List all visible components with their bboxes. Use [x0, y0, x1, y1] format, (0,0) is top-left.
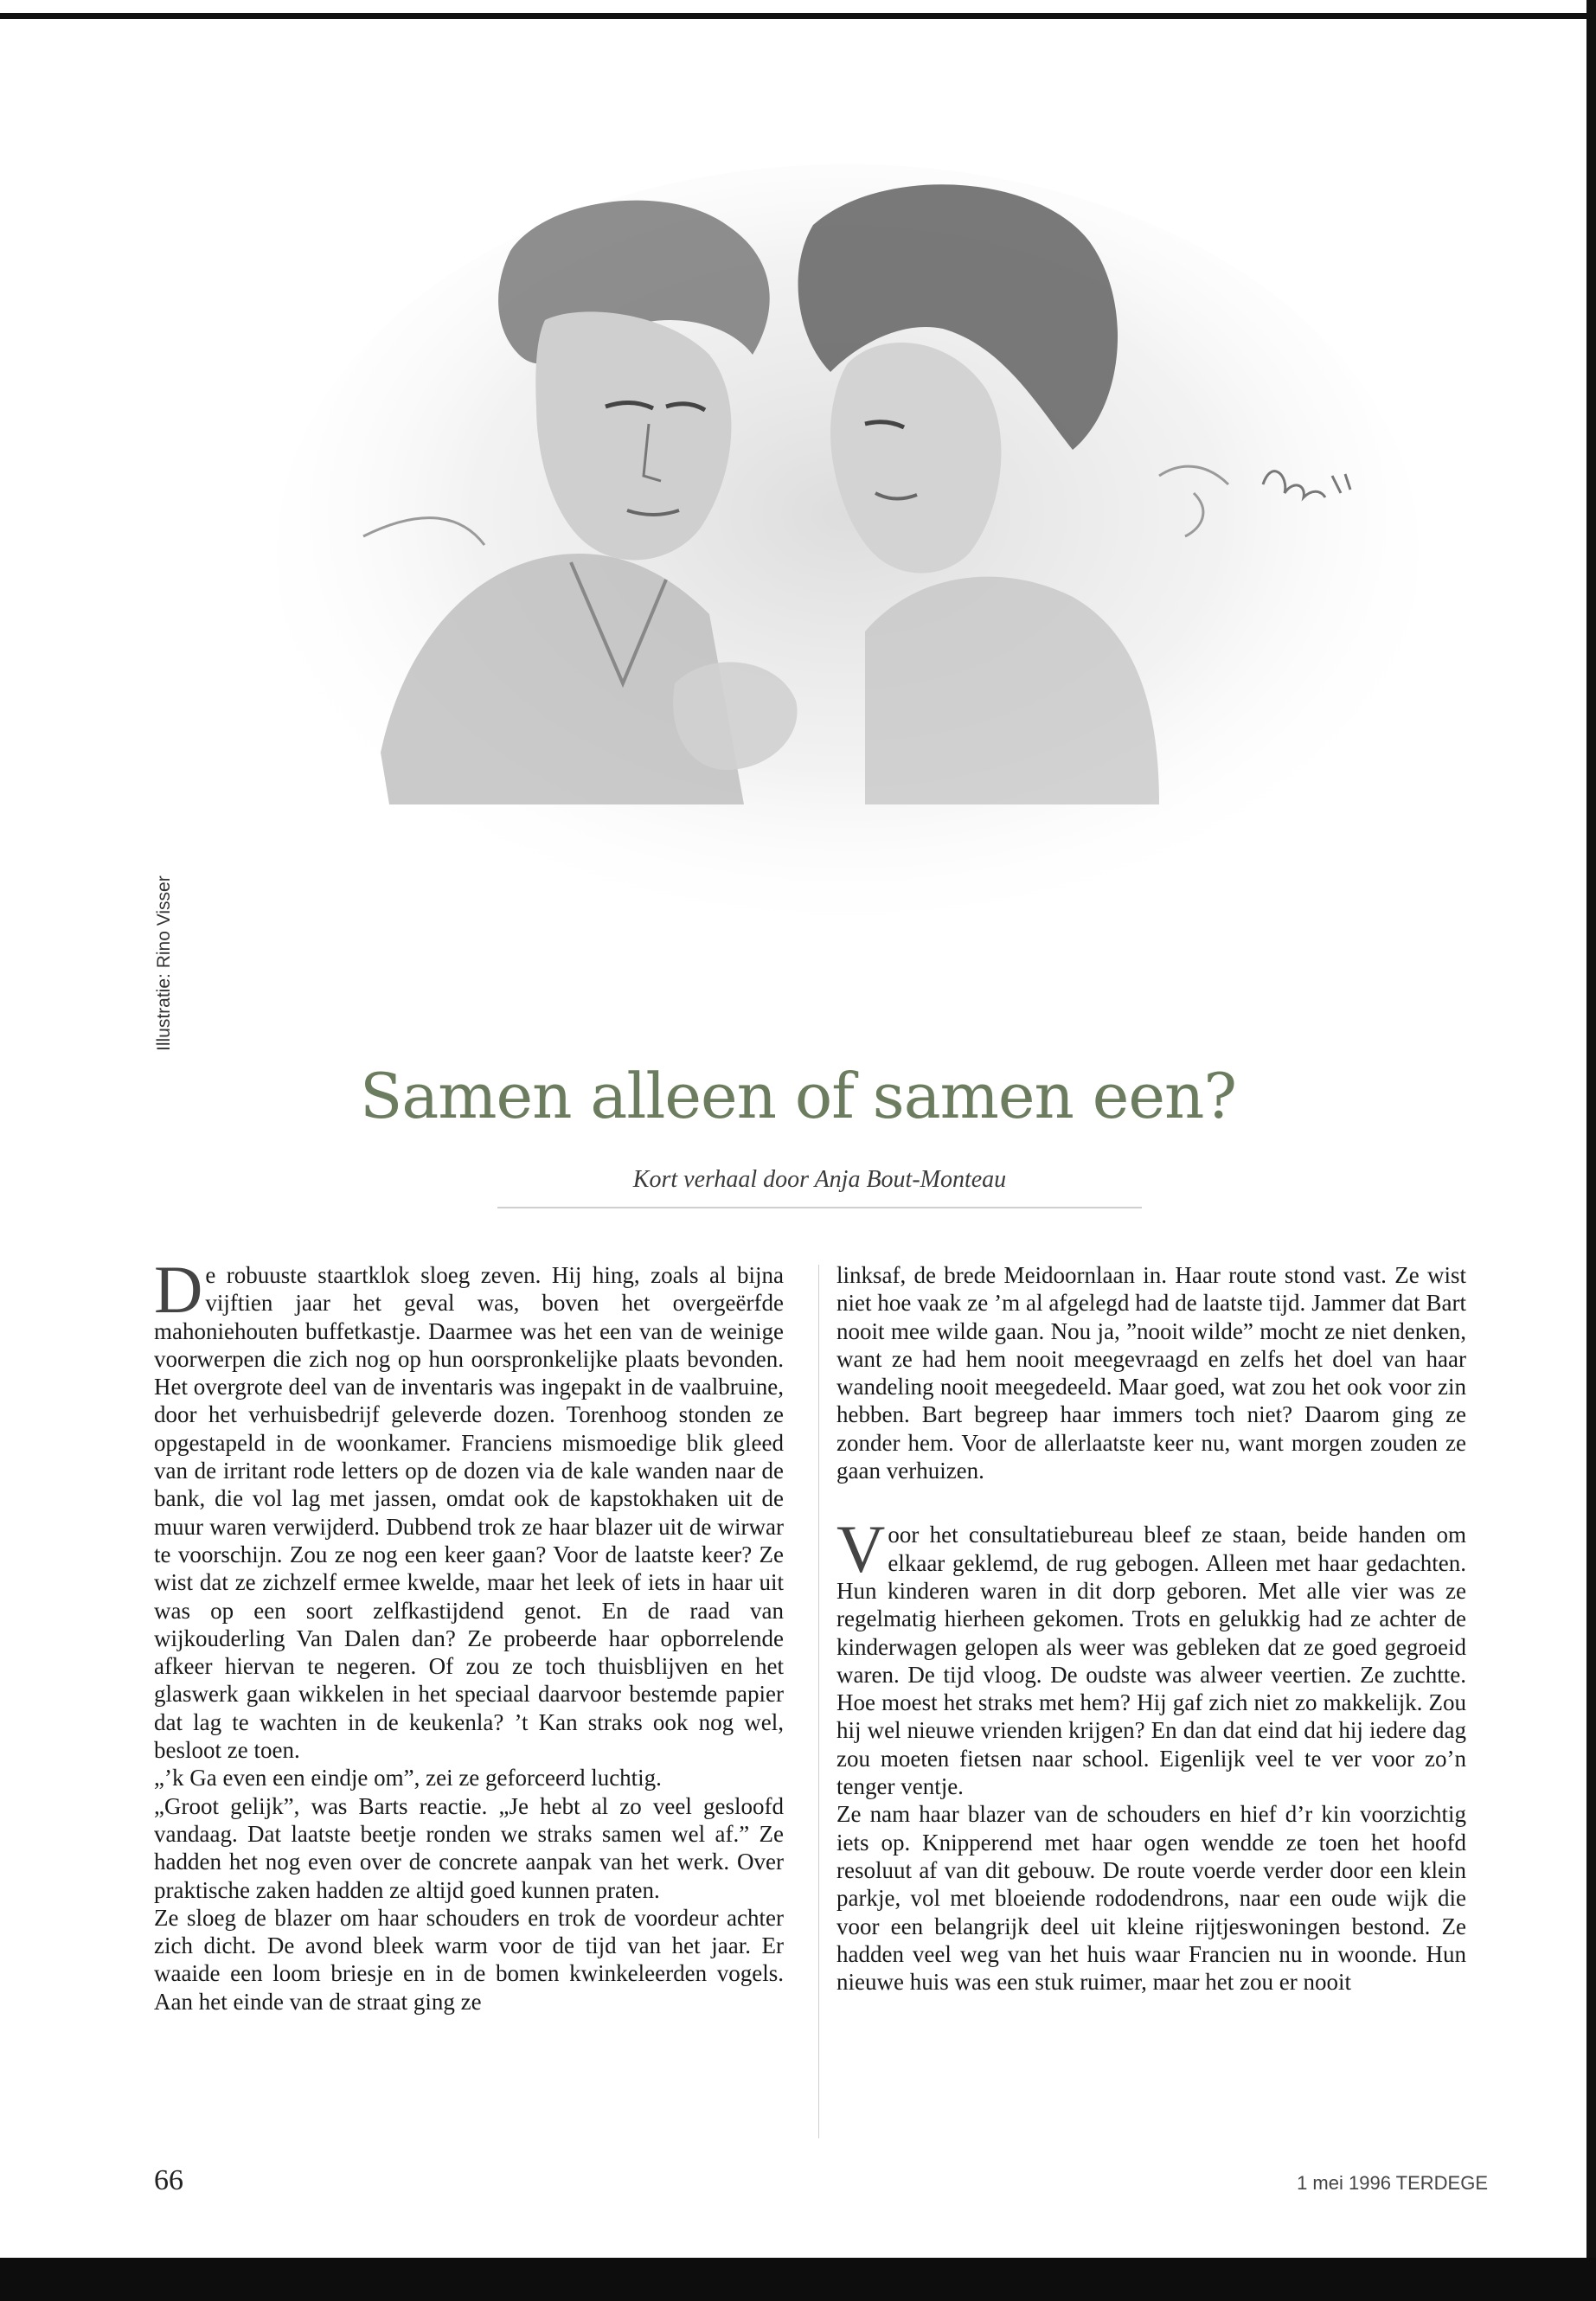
scan-border-bottom: [0, 2258, 1596, 2301]
scan-border-top: [0, 13, 1596, 19]
paragraph: [154, 1252, 784, 1764]
paragraph-text: e robuuste staartklok sloeg zeven. Hij hing, zoals al bijna vijftien jaar het geval was, boven het overgeërfde mahoniehouten buffetkastje. Daarmee was het een van de weinige voorwerpen die zich nog op hun oorspronkelijke plaats bevonden. Het overgrote deel van de inventaris was ingepakt in de vaalbruine, door het verhuisbedrijf geleverde dozen. Torenhoog stonden ze opgestapeld in de woonkamer. Franciens mismoedige blik gleed van de irritant rode letters op de dozen via de kale wanden naar de bank, die vol lag met jassen, omdat ook de kapstokhaken uit de muur waren verwijderd. Dubbend trok ze haar blazer uit de wirwar te voorschijn. Zou ze nog een keer gaan? Voor de laatste keer? Ze wist dat ze zichzelf ermee kwelde, maar het leek of iets in haar uit was op een soort zelfkastijdend genot. En de raad van wijkouderling Van Dalen dan? Ze probeerde haar opborrelende afkeer hiervan te negeren. Of zou ze toch thuisblijven en het glaswerk gaan wikkelen in het speciaal daarvoor bestemde papier dat lag te wachten in de keukenla? ’t Kan straks ook nog wel, besloot ze toen.: [154, 1262, 784, 1764]
paragraph: „’k Ga even een eindje om”, zei ze geforceerd luchtig.: [154, 1765, 662, 1791]
issue-footer: 1 mei 1996 TERDEGE: [1297, 2172, 1488, 2194]
page-number: 66: [154, 2164, 183, 2196]
byline: Kort verhaal door Anja Bout-Monteau: [632, 1166, 1007, 1193]
paragraph: Ze sloeg de blazer om haar schouders en trok de voordeur achter zich dicht. De avond bleek warm voor de tijd van het jaar. Er waaide een loom briesje en in de bomen kwinkeleerden vogels. Aan het einde van de straat ging ze: [154, 1904, 784, 2015]
credit-text: Illustratie: Rino Visser: [154, 875, 174, 1051]
drop-cap: D: [154, 1252, 203, 1327]
drop-cap: V: [836, 1511, 886, 1587]
column-right: [836, 1261, 1466, 1996]
paragraph: „Groot gelijk”, was Barts reactie. „Je hebt al zo veel gesloofd vandaag. Dat laatste beetje ronden we straks samen wel af.” Ze hadden het nog even over de concrete aanpak van het werk. Over praktische zaken hadden ze altijd goed kunnen praten.: [154, 1792, 784, 1903]
title-rule: [497, 1207, 1142, 1208]
paragraph-text: oor het consultatiebureau bleef ze staan, beide handen om elkaar geklemd, de rug gebogen. Alleen met haar gedachten. Hun kinderen waren in dit dorp geboren. Met alle vier was ze regelmatig hierheen gekomen. Trots en gelukkig had ze achter de kinderwagen gelopen als weer was gebleken dat ze goed gegroeid waren. De tijd vloog. De oudste was alweer veertien. Ze zuchtte. Hoe moest het straks met hem? Hij gaf zich niet zo makkelijk. Zou hij wel nieuwe vrienden krijgen? En dan dat eind dat hij iedere dag zou moeten fietsen naar school. Eigenlijk veel te ver voor zo’n tenger ventje.: [836, 1522, 1466, 1800]
paragraph: [836, 1511, 1466, 1800]
paragraph: Ze nam haar blazer van de schouders en hief d’r kin voorzichtig iets op. Knipperend met haar ogen wendde ze toen het hoofd resoluut af van dit gebouw. De route voerde verder door een klein parkje, vol met bloeiende rododendrons, naar een oude wijk die voor een belangrijk deel uit kleine rijtjeswoningen bestond. Ze hadden veel weg van het huis waar Francien nu in woonde. Hun nieuwe huis was een stuk ruimer, maar het zou er nooit: [836, 1801, 1466, 1996]
scan-border-right: [1586, 0, 1596, 2301]
column-left: [154, 1252, 784, 2016]
article-title: Samen alleen of samen een?: [360, 1060, 1236, 1132]
paragraph: linksaf, de brede Meidoornlaan in. Haar route stond vast. Ze wist niet hoe vaak ze ’m al afgelegd had de laatste tijd. Jammer dat Bart nooit mee wilde gaan. Nou ja, ”nooit wilde” mocht ze niet denken, want ze had hem nooit meegevraagd en zelfs het doel van haar wandeling nooit meegedeeld. Maar goed, wat zou het ook voor zin hebben. Bart begreep haar immers toch niet? Daarom ging ze zonder hem. Voor de allerlaatste keer nu, want morgen zouden ze gaan verhuizen.: [836, 1262, 1466, 1484]
column-divider: [818, 1265, 819, 2138]
illustration-couple: [260, 147, 1427, 960]
